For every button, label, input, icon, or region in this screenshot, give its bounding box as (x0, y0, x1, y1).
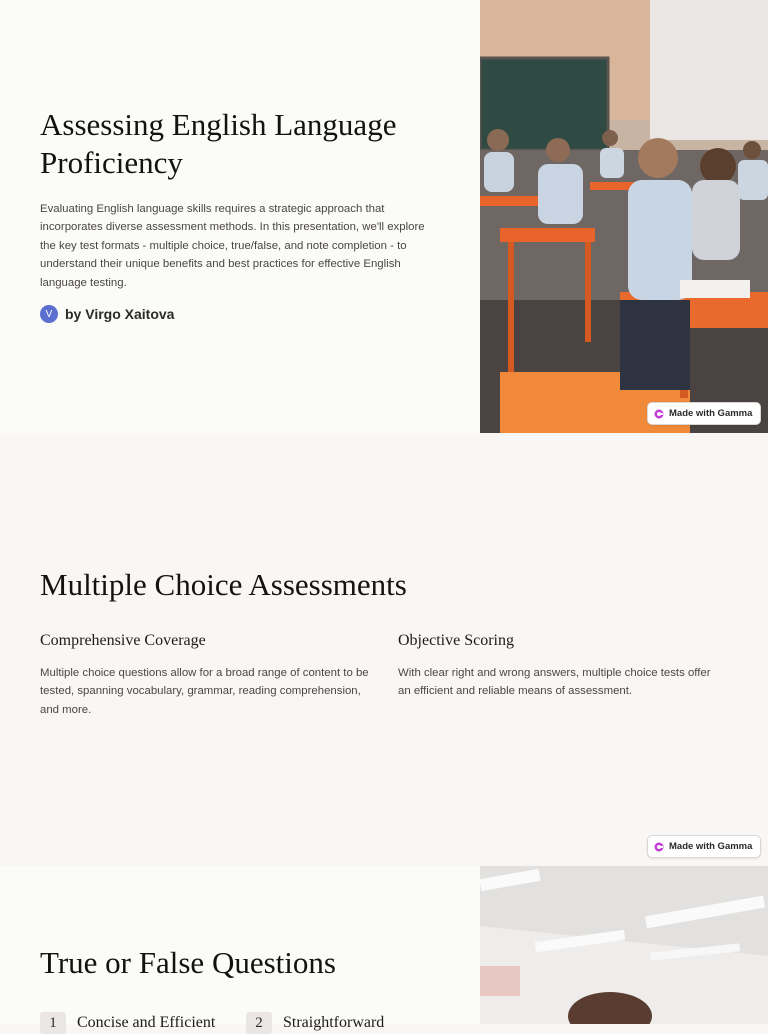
feature-heading: Objective Scoring (398, 632, 514, 649)
slide-title-heading: Assessing English Language Proficiency (40, 107, 397, 180)
feature-text: Multiple choice questions allow for a broad range of content to be tested, spanning vocabulary, grammar, reading comprehension, and more. (40, 667, 369, 716)
feature-column (398, 632, 713, 701)
feature-column (40, 632, 370, 719)
slide-multiple-choice (0, 433, 768, 866)
item-number: 1 (40, 1012, 66, 1034)
badge-label: Made with Gamma (669, 408, 753, 419)
made-with-gamma-badge[interactable] (647, 402, 761, 425)
ceiling-illustration (480, 866, 768, 1024)
slide-true-false (0, 866, 768, 1031)
slide-heading: True or False Questions (40, 945, 336, 980)
gamma-logo-icon (654, 842, 664, 852)
classroom-photo (480, 866, 768, 1024)
slide-title (0, 0, 768, 433)
slide-description: Evaluating English language skills requires a strategic approach that incorporates diverse assessment methods. In this presentation, we'll explore the key test formats - multiple choice, true/false, and note completion - to understand their unique benefits and best practices for effective English language testing. (40, 203, 425, 289)
feature-text: With clear right and wrong answers, multiple choice tests offer an efficient and reliable means of assessment. (398, 667, 711, 698)
slide-heading: Multiple Choice Assessments (40, 567, 407, 602)
numbered-item (40, 1012, 215, 1034)
item-label: Concise and Efficient (77, 1014, 216, 1031)
item-label: Straightforward (283, 1014, 385, 1031)
classroom-illustration (480, 0, 768, 433)
feature-heading: Comprehensive Coverage (40, 632, 206, 649)
item-number: 2 (246, 1012, 272, 1034)
gamma-logo-icon (654, 409, 664, 419)
made-with-gamma-badge[interactable] (647, 835, 761, 858)
avatar: V (40, 305, 58, 323)
author-name: by Virgo Xaitova (65, 306, 175, 322)
classroom-photo (480, 0, 768, 433)
numbered-item (246, 1012, 384, 1034)
author-line (40, 305, 174, 323)
badge-label: Made with Gamma (669, 841, 753, 852)
